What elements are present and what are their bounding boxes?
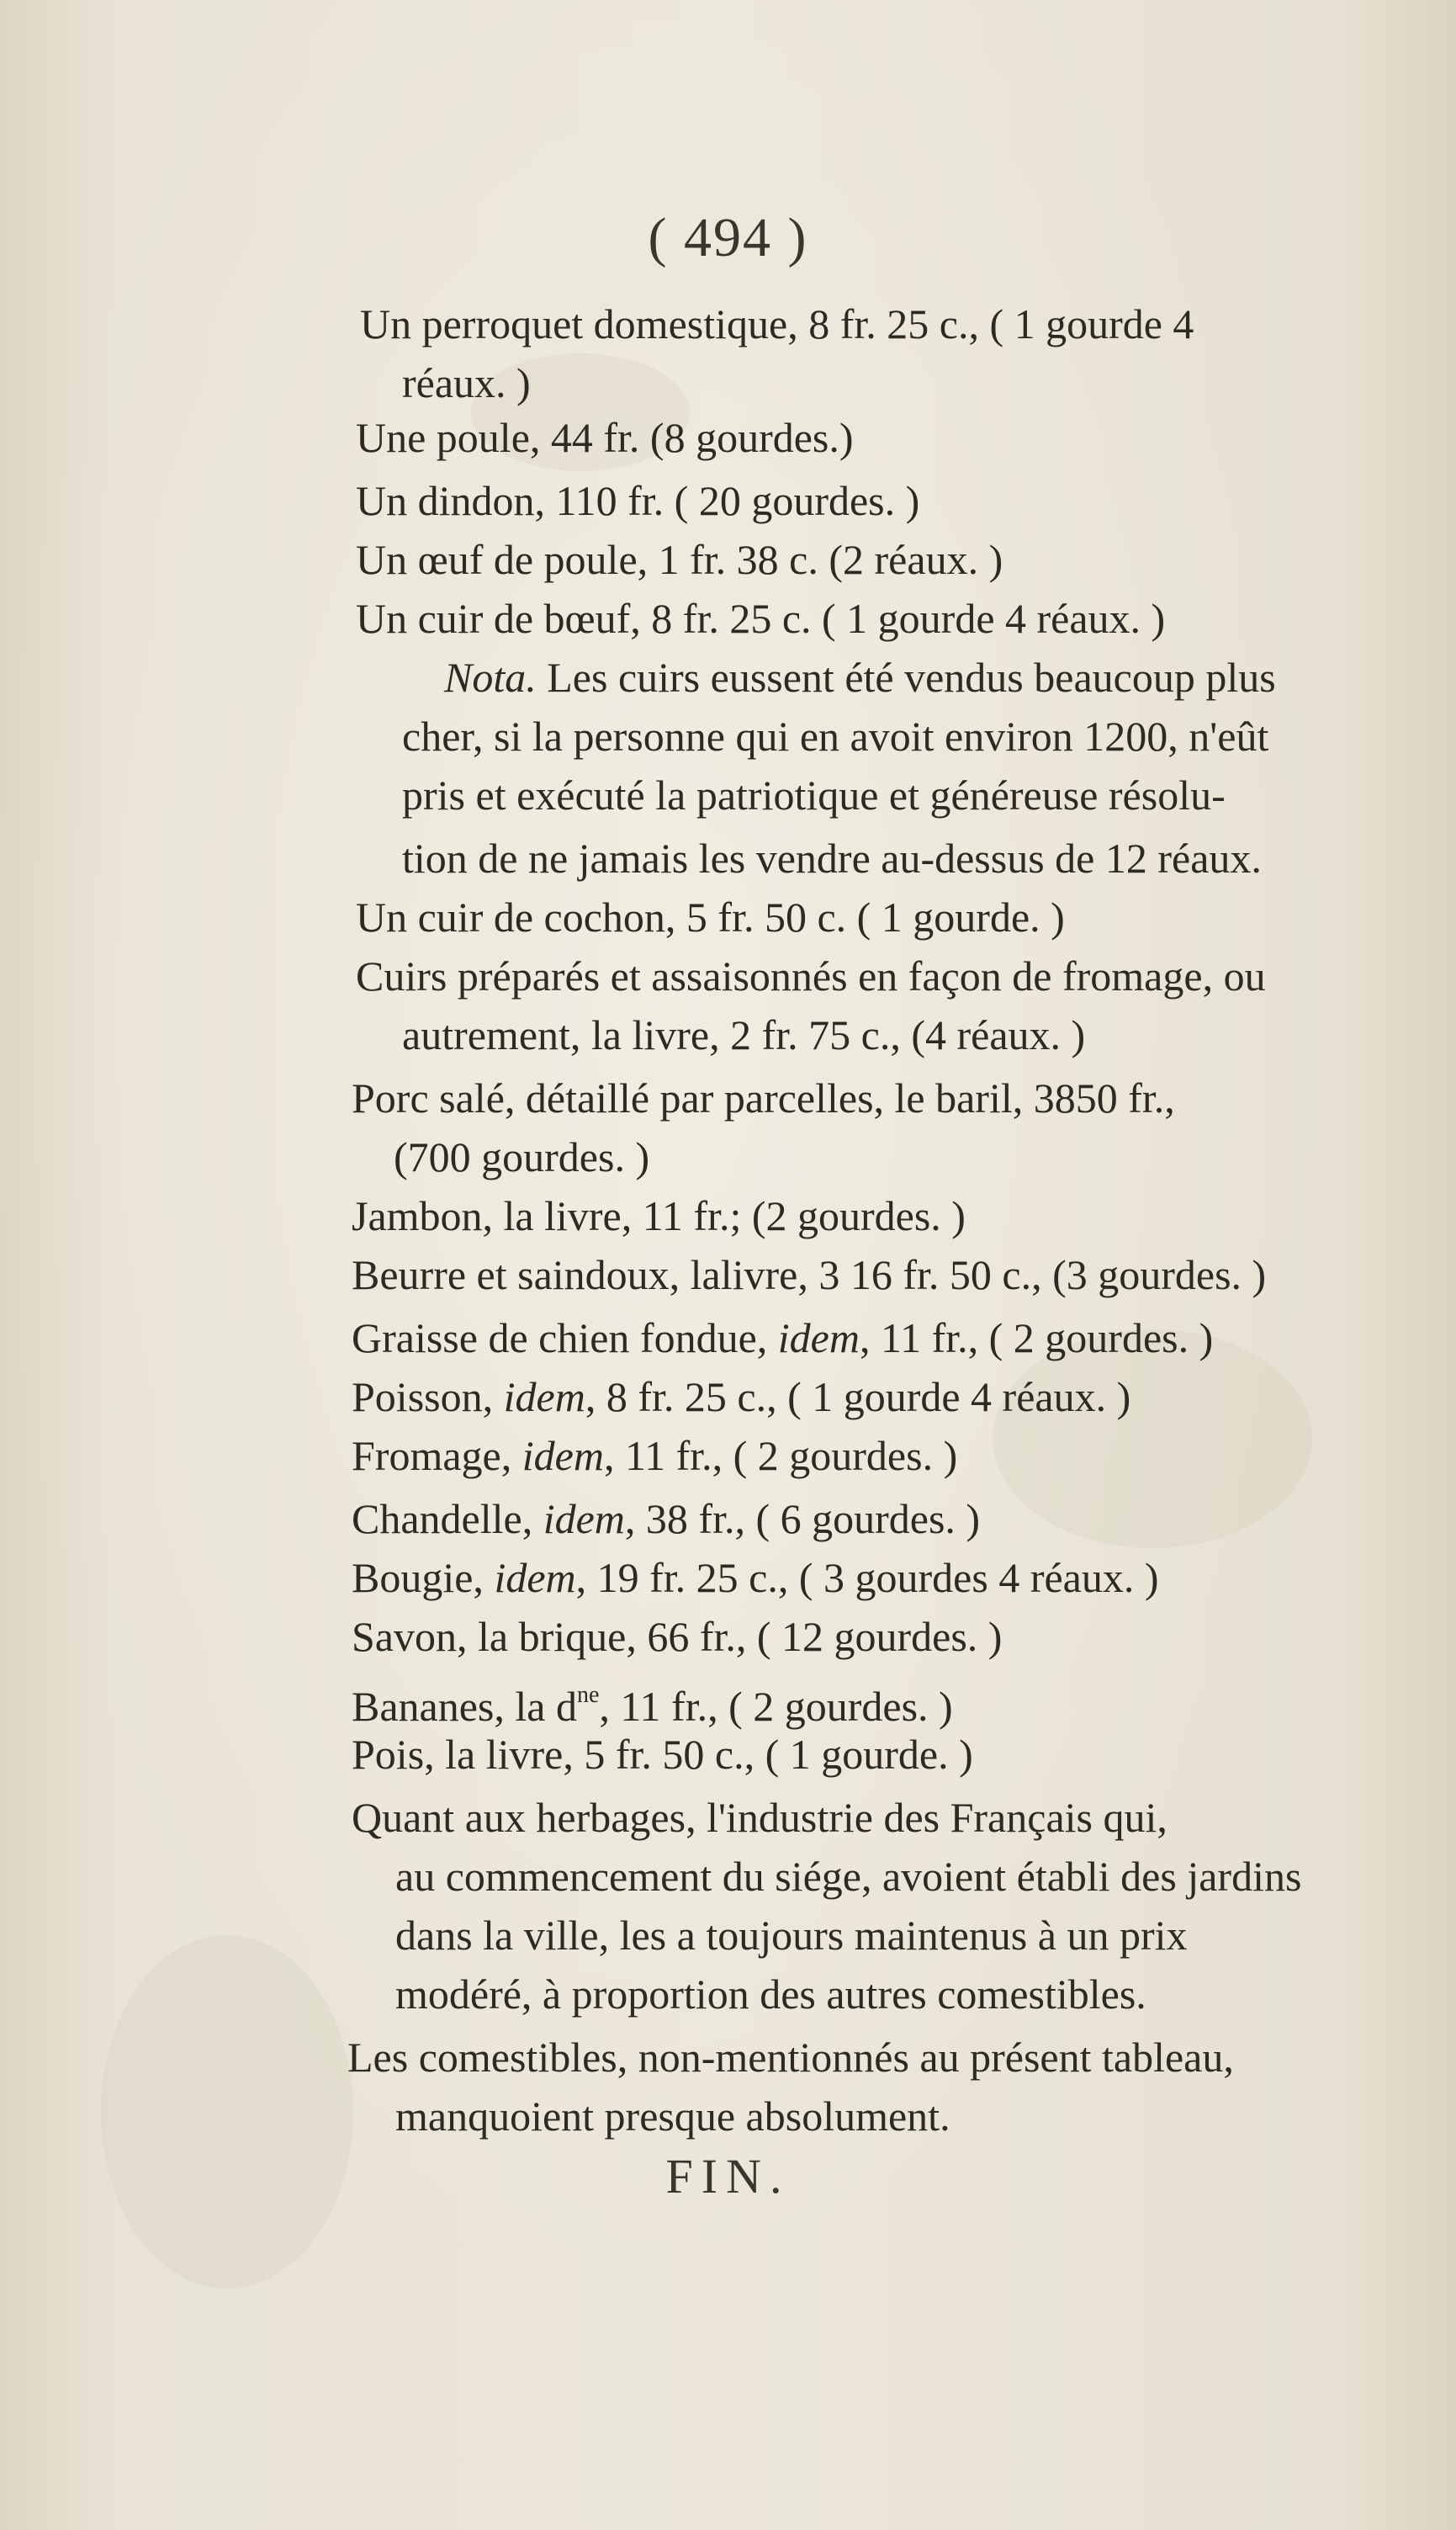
text-line <box>402 1010 1085 1060</box>
text-segment: Jambon, la livre, 11 fr.; (2 gourdes. ) <box>352 1192 966 1239</box>
text-line <box>347 2032 1234 2082</box>
text-line <box>352 1670 953 1732</box>
text-segment: manquoient presque absolument. <box>395 2092 950 2140</box>
text-segment: Un œuf de poule, 1 fr. 38 c. (2 réaux. ) <box>356 536 1003 583</box>
text-line <box>356 593 1165 644</box>
text-line <box>352 1073 1175 1123</box>
text-segment: , 38 fr., ( 6 gourdes. ) <box>624 1495 981 1542</box>
text-line <box>402 358 531 408</box>
text-line <box>352 1371 1130 1422</box>
text-line <box>360 299 1194 349</box>
text-segment: Bananes, la d <box>352 1683 577 1730</box>
text-line <box>394 1132 649 1182</box>
text-segment: Une poule, 44 fr. (8 gourdes.) <box>356 414 854 461</box>
italic-text: idem <box>503 1373 585 1420</box>
text-segment: , 11 fr., ( 2 gourdes. ) <box>603 1432 958 1479</box>
text-segment: Chandelle, <box>352 1495 543 1542</box>
text-segment: autrement, la livre, 2 fr. 75 c., (4 réaux. ) <box>402 1011 1086 1058</box>
text-segment: Un cuir de bœuf, 8 fr. 25 c. ( 1 gourde 4 réaux. ) <box>356 595 1166 642</box>
text-line <box>352 1611 1002 1662</box>
text-line <box>352 1792 1167 1843</box>
text-line <box>356 892 1065 942</box>
text-segment: Porc salé, détaillé par parcelles, le baril, 3850 fr., <box>352 1074 1175 1122</box>
text-segment: Beurre et saindoux, lalivre, 3 16 fr. 50 c., (3 gourdes. ) <box>352 1251 1267 1298</box>
text-segment: Pois, la livre, 5 fr. 50 c., ( 1 gourde. ) <box>352 1731 973 1778</box>
text-segment: (700 gourdes. ) <box>394 1133 650 1180</box>
text-line <box>395 2091 950 2141</box>
text-segment: , 11 fr., ( 2 gourdes. ) <box>859 1314 1214 1361</box>
page-number: ( 494 ) <box>648 207 808 268</box>
text-segment: Graisse de chien fondue, <box>352 1314 778 1361</box>
text-segment: , 19 fr. 25 c., ( 3 gourdes 4 réaux. ) <box>575 1554 1159 1601</box>
text-segment: Les comestibles, non-mentionnés au présent tableau, <box>347 2034 1234 2081</box>
text-segment: modéré, à proportion des autres comestibles. <box>395 1970 1146 2018</box>
end-marker: FIN. <box>665 2149 791 2204</box>
text-line <box>395 1969 1146 2019</box>
text-line <box>444 652 1276 703</box>
text-segment: au commencement du siége, avoient établi des jardins <box>395 1853 1302 1900</box>
text-line <box>356 534 1003 585</box>
paper-stain <box>101 1935 353 2289</box>
text-segment: , 8 fr. 25 c., ( 1 gourde 4 réaux. ) <box>585 1373 1131 1420</box>
superscript-text: ne <box>576 1682 600 1708</box>
text-segment: Bougie, <box>352 1554 495 1601</box>
italic-text: idem <box>494 1554 576 1601</box>
text-line <box>356 412 854 463</box>
text-segment: dans la ville, les a toujours maintenus à un prix <box>395 1912 1188 1959</box>
text-segment: Les cuirs eussent été vendus beaucoup plus <box>536 654 1276 701</box>
text-line <box>352 1313 1213 1363</box>
text-line <box>356 951 1266 1001</box>
text-segment: Savon, la brique, 66 fr., ( 12 gourdes. ) <box>352 1613 1003 1660</box>
text-segment: Cuirs préparés et assaisonnés en façon de fromage, ou <box>356 952 1266 1000</box>
text-segment: Quant aux herbages, l'industrie des Français qui, <box>352 1794 1167 1841</box>
text-segment: Un perroquet domestique, 8 fr. 25 c., ( 1 gourde 4 <box>360 300 1194 347</box>
text-line <box>352 1249 1266 1300</box>
text-line <box>352 1493 980 1544</box>
italic-text: Nota. <box>444 654 537 701</box>
text-line <box>356 475 919 526</box>
text-line <box>352 1552 1159 1603</box>
text-segment: Un dindon, 110 fr. ( 20 gourdes. ) <box>356 477 920 524</box>
text-line <box>352 1430 957 1481</box>
text-segment: Fromage, <box>352 1432 522 1479</box>
italic-text: idem <box>522 1432 604 1479</box>
text-segment: Un cuir de cochon, 5 fr. 50 c. ( 1 gourde. ) <box>356 894 1065 941</box>
italic-text: idem <box>777 1314 860 1361</box>
text-line <box>395 1910 1187 1960</box>
text-segment: pris et exécuté la patriotique et généreuse résolu- <box>402 772 1226 819</box>
text-line <box>402 833 1262 883</box>
text-segment: Poisson, <box>352 1373 504 1420</box>
italic-text: idem <box>543 1495 625 1542</box>
text-line <box>402 770 1226 820</box>
text-segment: , 11 fr., ( 2 gourdes. ) <box>599 1683 953 1730</box>
text-line <box>352 1191 966 1241</box>
text-line <box>352 1729 973 1779</box>
text-segment: réaux. ) <box>402 359 531 406</box>
text-segment: cher, si la personne qui en avoit environ 1200, n'eût <box>402 713 1269 760</box>
text-line <box>395 1851 1301 1901</box>
text-segment: tion de ne jamais les vendre au-dessus de 12 réaux. <box>402 835 1262 882</box>
text-line <box>402 711 1268 761</box>
